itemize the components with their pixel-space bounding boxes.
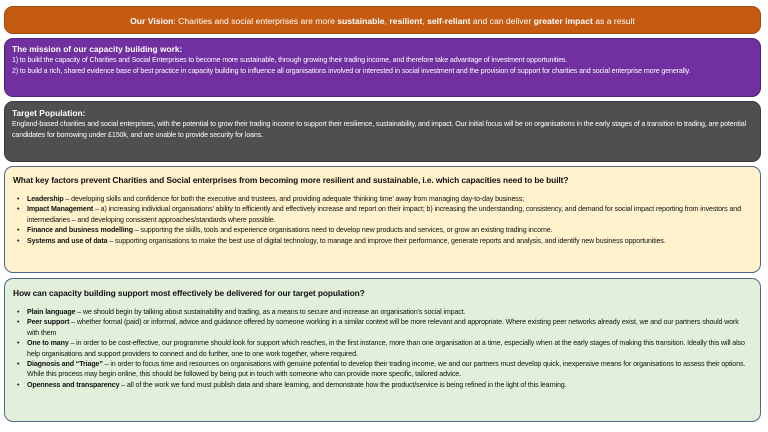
list-item <box>17 359 752 380</box>
item-text: – whether formal (paid) or informal, advice and guidance offered by someone working in a similar context will be more relevant and appropriate. Where existing peer networks already exist, we and our partners should work with them <box>27 318 739 337</box>
list-item <box>17 338 752 359</box>
item-title: Diagnosis and “Triage” <box>27 360 103 369</box>
vision-text: , <box>384 16 390 26</box>
mission-line: 1) to build the capacity of Charities and Social Enterprises to become more sustainable, through growing their trading income, and therefore take advantage of investment opportunities. <box>12 56 568 64</box>
key-factors-question: What key factors prevent Charities and Social enterprises from becoming more resilient and sustainable, i.e. which capacities need to be built? <box>13 175 569 185</box>
vision-text: as a result <box>592 16 635 26</box>
item-title: Peer support <box>27 318 70 327</box>
list-item <box>17 317 752 338</box>
item-title: Openness and transparency <box>27 380 120 389</box>
key-factors-box <box>4 166 761 273</box>
bullet-icon: • <box>17 205 20 214</box>
vision-banner <box>4 6 761 34</box>
bullet-icon: • <box>17 380 20 389</box>
bullet-icon: • <box>17 308 20 316</box>
bullet-icon: • <box>17 195 20 203</box>
item-text: – we should begin by talking about sustainability and trading, as a means to secure and increase an organisation’s social impact. <box>75 308 466 316</box>
vision-keyword: greater impact <box>533 16 593 26</box>
target-heading: Target Population: <box>12 108 86 118</box>
vision-text: and can deliver <box>470 16 534 26</box>
vision-text: , <box>422 16 428 26</box>
item-text: – supporting organisations to make the best use of digital technology, to manage and improve their performance, generate reports and analysis, and identify new business opportunities. <box>107 236 666 245</box>
key-factors-list <box>13 194 752 246</box>
mission-line: 2) to build a rich, shared evidence base of best practice in capacity building to influence all organisations involved or interested in social investment and the provision of support for charities and social enterprise more generally. <box>12 66 691 75</box>
item-text: – developing skills and confidence for both the executive and trustees, and providing adequate ‘thinking time’ away from managing day-to-day business; <box>63 195 524 203</box>
item-text: – a) increasing individual organisations’ ability to efficiently and effectively increase and report on their impact; b) increasing the understanding, consistency, and demand for social impact reporting from investors and intermediaries – and developing consistent approaches/standards where possible. <box>27 205 741 224</box>
bullet-icon: • <box>17 318 20 327</box>
list-item <box>17 225 752 235</box>
bullet-icon: • <box>17 226 20 235</box>
item-text: – in order to be cost-effective, our programme should look for support which reaches, in the first instance, more than one organisation at a time, especially when at the early stages of making this transition. Ideally this will also help organisations and support providers to connect and do further, one to one work together, where required. <box>27 339 745 358</box>
item-title: Impact Management <box>27 205 94 214</box>
item-title: Leadership <box>27 195 64 203</box>
mission-heading: The mission of our capacity building work: <box>12 44 183 54</box>
item-title: Plain language <box>27 308 76 316</box>
bullet-icon: • <box>17 360 20 369</box>
item-text: – in order to focus time and resources on organisations with genuine potential to develop their trading income, we and our partners must develop quick, inexpensive means for organisations to assess their options. While this process may begin online, this should be followed by being put in touch with someone who can provide more specific, tailored advice. <box>27 360 746 379</box>
list-item <box>17 204 752 225</box>
item-text: – supporting the skills, tools and experience organisations need to develop new products and services, or grow an existing trading income. <box>132 226 553 235</box>
target-text: England-based charities and social enterprises, with the potential to grow their trading income to support their resilience, sustainability, and impact. Our initial focus will be on organisations in the early stages of a transition to trading, are potential candidates for borrowing under £150k, and are unable to provide security for loans. <box>12 120 746 139</box>
vision-keyword: resilient <box>389 16 423 26</box>
target-population-box <box>4 101 761 162</box>
vision-keyword: self-reliant <box>427 16 471 26</box>
vision-label: Our Vision <box>130 16 174 26</box>
list-item <box>17 194 752 204</box>
delivery-list <box>13 307 752 390</box>
delivery-box <box>4 278 761 422</box>
bullet-icon: • <box>17 339 20 348</box>
item-text: – all of the work we fund must publish data and share learning, and demonstrate how the product/service is being refined in the light of this learning. <box>119 380 567 389</box>
mission-box <box>4 38 761 97</box>
bullet-icon: • <box>17 236 20 245</box>
item-title: Systems and use of data <box>27 236 108 245</box>
item-title: Finance and business modelling <box>27 226 133 235</box>
list-item <box>17 236 752 246</box>
vision-keyword: sustainable <box>337 16 385 26</box>
list-item <box>17 380 752 390</box>
vision-text: : Charities and social enterprises are more <box>173 16 338 26</box>
delivery-question: How can capacity building support most effectively be delivered for our target population? <box>13 288 365 298</box>
list-item <box>17 307 752 317</box>
item-title: One to many <box>27 339 69 348</box>
